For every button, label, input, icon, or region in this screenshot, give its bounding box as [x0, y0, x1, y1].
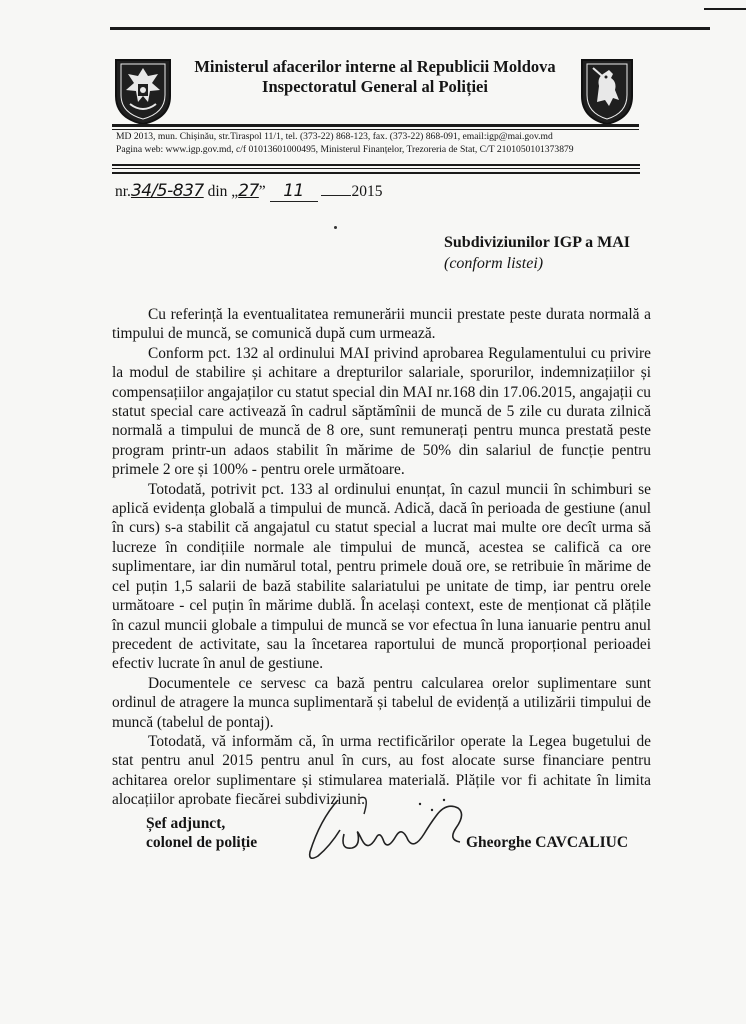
contact-bank-details: Pagina web: www.igp.gov.md, c/f 01013601000495, Ministerul Finanțelor, Trezoreria de Stat, C/T 2101050101373879: [116, 144, 574, 155]
signatory-position: Șef adjunct,: [146, 815, 226, 832]
top-rule: [110, 27, 710, 30]
signatory-name: Gheorghe CAVCALIUC: [466, 834, 629, 851]
moldova-coat-of-arms-icon: [112, 56, 174, 126]
organization-name: Ministerul afacerilor interne al Republicii Moldova: [194, 57, 556, 76]
registration-number: 34/5-837: [130, 181, 204, 201]
recipient-note: (conform listei): [444, 255, 544, 272]
header-rule-thin: [112, 129, 639, 130]
letter-body: [112, 305, 651, 810]
organization-subname: Inspectoratul General al Poliției: [262, 77, 488, 96]
police-lion-emblem-icon: [579, 56, 635, 126]
registration-line: nr.34/5-837 din „27” 11 2015: [115, 181, 383, 201]
recipient-title: Subdiviziunilor IGP a MAI: [444, 234, 630, 251]
scan-mark: [704, 8, 746, 10]
footer-rule-1: [112, 164, 640, 166]
registration-month: 11: [270, 181, 318, 202]
paragraph-4: Documentele ce servesc ca bază pentru calcularea orelor suplimentare sunt ordinul de atragere la munca suplimentară și tabelul de evidență a utilizării timpului de muncă (tabelul de pontaj).: [112, 674, 651, 731]
contact-address: MD 2013, mun. Chișinău, str.Tiraspol 11/1, tel. (373-22) 868-123, fax. (373-22) 868-091, email:igp@mai.gov.md: [116, 131, 553, 142]
din-label: din: [207, 183, 228, 200]
header-rule: [112, 124, 639, 127]
paragraph-1: Cu referință la eventualitatea remunerării muncii prestate peste durata normală a timpului de muncă, se comunică după cum urmează.: [112, 306, 651, 343]
handwritten-signature: [300, 790, 500, 870]
paragraph-3: Totodată, potrivit pct. 133 al ordinului enunțat, în cazul muncii în schimburi se aplică evidența globală a timpului de muncă. Adică, dacă în perioada de gestiune (anul în curs) s-a stabilit că angajatul cu statut special a lucrat mai multe ore decît urma să lucreze în condițiile normale ale timpului de muncă, acestea se califică ca ore suplimentare, iar din numărul total, pentru primele două ore, se retribuie în mărime de cel puțin 1,5 salarii de bază stabilite salariatului pe unitate de timp, iar pentru orele următoare - cel puțin în mărime dublă. În același context, este de menționat că plățile în cazul muncii globale a timpului de muncă se vor efectua în luna ianuarie pentru anul precedent de activitate, sau la încetarea raportului de muncă proporțional perioadei efectiv lucrate în anul de gestiune.: [112, 480, 651, 673]
paragraph-5: Totodată, vă informăm că, în urma rectificărilor operate la Legea bugetului de stat pentru anul 2015 pentru anul în curs, au fost alocate surse financiare pentru achitarea orelor suplimentare și stimularea materială. Plățile vor fi achitate în limita alocațiilor aprobate fiecărei subdiviziuni.: [112, 732, 651, 809]
footer-rule-3: [112, 172, 640, 174]
footer-rule-2: [112, 168, 640, 169]
signatory-rank: colonel de poliție: [146, 834, 258, 851]
scan-speck: [334, 226, 337, 229]
registration-day: 27: [238, 181, 259, 201]
paragraph-2: Conform pct. 132 al ordinului MAI privind aprobarea Regulamentului cu privire la modul de stabilire și achitare a drepturilor salariale, sporurilor, indemnizațiilor și compensațiilor angajaților cu statut special din MAI nr.168 din 17.06.2015, angajații cu statut special care activează în cadrul săptămînii de muncă de 5 zile cu durata zilnică normală a timpului de muncă de 8 ore, sunt remunerați pentru munca prestată peste program printr-un adaos stabilit în mărime de 50% din salariul de funcție pentru primele 2 ore și 100% - pentru orele următoare.: [112, 344, 651, 479]
nr-label: nr.: [115, 183, 131, 200]
registration-year: 2015: [351, 183, 383, 200]
